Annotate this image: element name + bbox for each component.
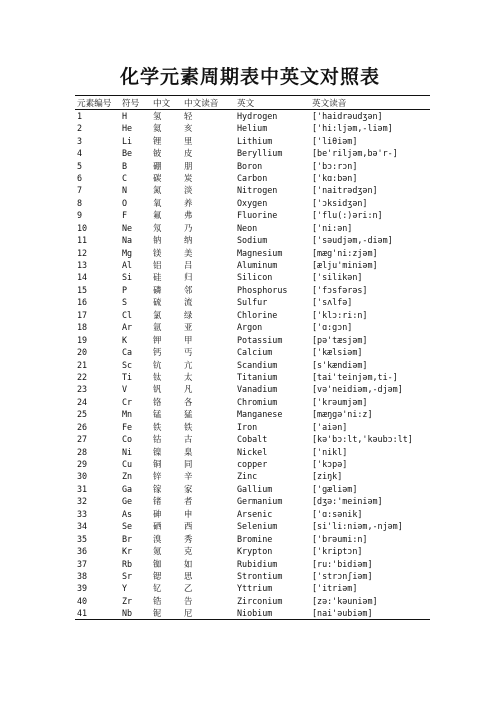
cell-number: 32 [77,496,88,507]
cell-symbol: Br [122,533,133,544]
cell-chinese-name: 钙 [153,347,162,358]
cell-chinese-pronunciation: 太 [184,371,193,382]
cell-chinese-pronunciation: 轻 [184,111,193,121]
cell-chinese-name: 钪 [153,359,162,370]
cell-chinese-pronunciation: 亢 [184,359,193,370]
cell-english-pronunciation: [dʒə:'meiniəm] [312,496,383,507]
cell-english-name: Arsenic [237,508,273,519]
cell-english-name: Argon [237,322,263,333]
cell-number: 16 [77,297,88,308]
cell-chinese-name: 铜 [153,459,162,470]
cell-number: 13 [77,260,88,271]
table-row [75,445,430,457]
cell-number: 12 [77,247,88,258]
cell-symbol: Fe [122,421,133,432]
cell-english-pronunciation: ['itriəm] [312,583,358,594]
cell-symbol: Na [122,235,133,246]
cell-number: 15 [77,284,88,295]
cell-chinese-name: 碳 [153,172,162,183]
table-row [75,209,430,221]
cell-number: 25 [77,409,88,420]
cell-chinese-name: 氩 [153,322,162,333]
cell-number: 18 [77,322,88,333]
cell-english-pronunciation: [mæŋgə'ni:z] [312,409,373,420]
cell-english-pronunciation: ['aiən] [312,421,348,432]
table-row [75,309,430,321]
cell-symbol: Be [122,148,133,159]
cell-symbol: As [122,508,133,519]
cell-chinese-pronunciation: 淡 [184,185,193,196]
page-title: 化学元素周期表中英文对照表 [119,66,380,88]
cell-english-name: Titanium [237,371,278,382]
cell-symbol: O [122,197,128,208]
cell-english-pronunciation: ['fɔsfərəs] [312,284,368,295]
cell-english-name: Strontium [237,570,283,581]
table-row [75,545,430,557]
cell-symbol: Sr [122,570,133,581]
cell-symbol: H [122,111,128,121]
cell-english-name: Fluorine [237,210,278,221]
cell-chinese-name: 铌 [151,607,182,620]
cell-english-pronunciation: ['kælsiəm] [312,347,363,358]
cell-english-name: Chlorine [237,309,278,320]
cell-english-pronunciation: ['gæliəm] [312,483,358,494]
cell-chinese-pronunciation: 者 [184,496,193,507]
cell-chinese-name: 氮 [153,185,162,196]
cell-english-pronunciation: ['ni:ən] [312,222,353,233]
cell-english-pronunciation: [ru:'bidiəm] [312,558,373,569]
cell-chinese-pronunciation: 丐 [184,347,193,358]
cell-symbol: Ar [122,322,133,333]
cell-chinese-name: 钴 [153,434,162,445]
header-symbol: 符号 [120,96,151,110]
cell-english-pronunciation: ['kɑ:bən] [312,172,358,183]
cell-chinese-pronunciation: 西 [184,521,193,532]
cell-english-pronunciation: [s'kændiəm] [312,359,368,370]
cell-number: 22 [77,371,88,382]
cell-chinese-pronunciation: 古 [184,434,193,445]
cell-english-pronunciation: ['səudjəm,-diəm] [312,235,393,246]
cell-chinese-pronunciation: 绿 [184,309,193,320]
cell-chinese-name: 氧 [153,197,162,208]
cell-chinese-pronunciation: 思 [184,570,193,581]
cell-english-pronunciation: ['ɑ:gɔn] [312,322,353,333]
cell-english-name: Neon [237,222,258,233]
cell-english-pronunciation: ['nikl] [312,446,348,457]
cell-chinese-name: 硼 [153,160,162,171]
cell-english-pronunciation: ['ɑ:sənik] [312,508,363,519]
cell-chinese-pronunciation: 尼 [182,607,235,620]
cell-number: 6 [77,172,83,183]
cell-symbol: C [122,172,128,183]
cell-chinese-pronunciation: 养 [184,197,193,208]
cell-symbol: Se [122,521,133,532]
cell-number: 20 [77,347,88,358]
table-row [75,595,430,607]
cell-english-name: Chromium [237,396,278,407]
cell-chinese-pronunciation: 辛 [184,471,193,482]
cell-chinese-pronunciation: 亥 [184,123,193,134]
cell-symbol: Nb [120,607,151,620]
cell-english-name: Cobalt [237,434,268,445]
cell-number: 24 [77,396,88,407]
cell-number: 8 [77,197,83,208]
cell-chinese-pronunciation: 乙 [184,583,193,594]
cell-number: 5 [77,160,83,171]
cell-english-pronunciation: ['haidrəudʒən] [312,111,383,121]
cell-english-pronunciation: [və'neidiəm,-djəm] [312,384,403,395]
cell-chinese-name: 硅 [153,272,162,283]
cell-chinese-name: 锆 [153,595,162,606]
cell-english-pronunciation: ['silikən] [312,272,363,283]
cell-chinese-pronunciation: 弗 [184,210,193,221]
cell-chinese-name: 镍 [153,446,162,457]
cell-symbol: K [122,334,128,345]
table-row [75,483,430,495]
cell-english-name: Zinc [237,471,258,482]
cell-chinese-pronunciation: 克 [184,546,193,557]
cell-english-name: Bromine [237,533,273,544]
cell-number: 19 [77,334,88,345]
cell-chinese-pronunciation: 吕 [184,260,193,271]
cell-number: 10 [77,222,88,233]
cell-chinese-name: 镁 [153,247,162,258]
table-row [75,197,430,209]
table-row [75,607,430,620]
table-row [75,147,430,159]
table-row [75,321,430,333]
cell-chinese-name: 锰 [153,409,162,420]
cell-chinese-name: 铁 [153,421,162,432]
cell-english-name: Sulfur [237,297,268,308]
table-row [75,557,430,569]
cell-english-name: Vanadium [237,384,278,395]
cell-english-name: Scandium [237,359,278,370]
cell-english-name: Magnesium [237,247,283,258]
cell-english-name: Potassium [237,334,283,345]
cell-english-pronunciation: [kə'bɔ:lt,'kəubɔ:lt] [312,434,413,445]
cell-english-name: Nickel [237,446,268,457]
cell-number: 39 [77,583,88,594]
cell-english-pronunciation: ['kɔpə] [312,459,348,470]
table-row [75,246,430,258]
cell-number: 40 [77,595,88,606]
table-row [75,333,430,345]
cell-english-pronunciation: ['flu(:)əri:n] [312,210,383,221]
cell-english-name: Lithium [237,135,273,146]
header-english-name: 英文 [235,96,310,110]
cell-chinese-name: 溴 [153,533,162,544]
cell-english-name: Sodium [237,235,268,246]
cell-chinese-pronunciation: 炭 [184,172,193,183]
cell-symbol: Ca [122,347,133,358]
cell-chinese-name: 钠 [153,235,162,246]
header-chinese-name: 中文 [151,96,182,110]
cell-chinese-pronunciation: 亚 [184,322,193,333]
cell-english-name: Germanium [237,496,283,507]
table-row [75,259,430,271]
cell-english-pronunciation: ['klɔ:ri:n] [312,309,368,320]
cell-number: 36 [77,546,88,557]
table-row [75,271,430,283]
cell-chinese-name: 氢 [153,111,162,121]
cell-english-pronunciation: ['bɔ:rɔn] [312,160,358,171]
cell-chinese-name: 硫 [153,297,162,308]
cell-number: 30 [77,471,88,482]
cell-chinese-name: 锗 [153,496,162,507]
cell-number: 3 [77,135,83,146]
cell-chinese-pronunciation: 甲 [184,334,193,345]
cell-english-name: Krypton [237,546,273,557]
table-row [75,222,430,234]
cell-symbol: Ti [122,371,133,382]
cell-number: 21 [77,359,88,370]
table-row [75,408,430,420]
cell-english-name: Helium [237,123,268,134]
table-row [75,371,430,383]
cell-symbol: Mn [122,409,133,420]
cell-english-pronunciation: [ælju'miniəm] [312,260,378,271]
table-row [75,508,430,520]
element-table [75,95,430,620]
cell-symbol: Li [122,135,133,146]
cell-chinese-name: 氟 [153,210,162,221]
cell-english-pronunciation: [mæg'ni:zjəm] [312,247,378,258]
cell-english-pronunciation: ['brəumi:n] [312,533,368,544]
cell-chinese-name: 铬 [153,396,162,407]
cell-number: 23 [77,384,88,395]
table-row [75,358,430,370]
table-row [75,172,430,184]
cell-chinese-name: 氪 [153,546,162,557]
table-body [75,110,430,620]
cell-number: 31 [77,483,88,494]
cell-chinese-pronunciation: 凡 [184,384,193,395]
cell-symbol: Zr [122,595,133,606]
cell-symbol: Cu [122,459,133,470]
cell-english-name: Aluminum [237,260,278,271]
cell-chinese-name: 硒 [153,521,162,532]
cell-english-pronunciation: ['liθiəm] [312,135,358,146]
cell-chinese-pronunciation: 美 [184,247,193,258]
cell-chinese-pronunciation: 流 [184,297,193,308]
cell-symbol: Mg [122,247,133,258]
cell-chinese-name: 锂 [153,135,162,146]
cell-english-pronunciation: ['sʌlfə] [312,297,353,308]
header-chinese-pronunciation: 中文读音 [182,96,235,110]
cell-symbol: Ne [122,222,133,233]
table-header-row [75,96,430,110]
header-element-number: 元素编号 [75,96,120,110]
table-row [75,134,430,146]
table-row [75,433,430,445]
cell-number: 28 [77,446,88,457]
cell-english-pronunciation: [si'li:niəm,-njəm] [312,521,403,532]
cell-english-name: Gallium [237,483,273,494]
cell-symbol: Cl [122,309,133,320]
cell-number: 34 [77,521,88,532]
cell-chinese-pronunciation: 归 [184,272,193,283]
cell-chinese-pronunciation: 铁 [184,421,193,432]
cell-symbol: Kr [122,546,133,557]
cell-symbol: Rb [122,558,133,569]
cell-chinese-pronunciation: 乃 [184,222,193,233]
cell-symbol: Co [122,434,133,445]
cell-symbol: F [122,210,128,221]
table-row [75,110,430,123]
cell-number: 14 [77,272,88,283]
cell-english-pronunciation: [zə:'kəuniəm] [312,595,378,606]
cell-symbol: Y [122,583,128,594]
cell-english-pronunciation: [ziŋk] [312,471,343,482]
cell-english-name: copper [237,459,268,470]
cell-english-name: Calcium [237,347,273,358]
cell-number: 2 [77,123,83,134]
table-row [75,122,430,134]
cell-english-pronunciation: [pə'tæsjəm] [312,334,368,345]
cell-english-name: Selenium [237,521,278,532]
cell-symbol: Sc [122,359,133,370]
table-row [75,421,430,433]
table-row [75,532,430,544]
table-row [75,520,430,532]
cell-chinese-pronunciation: 同 [184,459,193,470]
table-row [75,234,430,246]
cell-chinese-name: 砷 [153,508,162,519]
cell-english-pronunciation: ['krəumjəm] [312,396,368,407]
table-row [75,570,430,582]
cell-chinese-name: 氦 [153,123,162,134]
cell-english-name: Yttrium [237,583,273,594]
cell-chinese-pronunciation: 告 [184,595,193,606]
cell-chinese-pronunciation: 猛 [184,409,193,420]
cell-chinese-pronunciation: 各 [184,396,193,407]
cell-number: 7 [77,185,83,196]
cell-number: 41 [75,607,120,620]
cell-english-name: Beryllium [237,148,283,159]
cell-chinese-name: 钇 [153,583,162,594]
cell-chinese-pronunciation: 皮 [184,148,193,159]
cell-symbol: S [122,297,128,308]
cell-chinese-pronunciation: 秀 [184,533,193,544]
cell-chinese-pronunciation: 里 [184,135,193,146]
cell-symbol: N [122,185,128,196]
cell-number: 17 [77,309,88,320]
cell-chinese-pronunciation: 家 [184,483,193,494]
cell-chinese-name: 铝 [153,260,162,271]
cell-chinese-pronunciation: 臬 [184,446,193,457]
cell-english-name: Carbon [237,172,268,183]
cell-symbol: He [122,123,133,134]
cell-chinese-name: 铷 [153,558,162,569]
cell-chinese-name: 磷 [153,284,162,295]
cell-number: 33 [77,508,88,519]
cell-english-pronunciation: [be'riljəm,bə'r-] [312,148,398,159]
cell-chinese-pronunciation: 申 [184,508,193,519]
table-row [75,383,430,395]
table-row [75,184,430,196]
cell-number: 26 [77,421,88,432]
cell-number: 37 [77,558,88,569]
cell-chinese-pronunciation: 纳 [184,235,193,246]
cell-english-name: Phosphorus [237,284,288,295]
cell-english-name: Iron [237,421,258,432]
table-row [75,582,430,594]
cell-chinese-pronunciation: 如 [184,558,193,569]
table-row [75,284,430,296]
cell-chinese-name: 锶 [153,570,162,581]
cell-english-name: Oxygen [237,197,268,208]
cell-symbol: V [122,384,128,395]
cell-symbol: B [122,160,128,171]
cell-english-name: Zirconium [237,595,283,606]
cell-english-pronunciation: ['kriptɔn] [312,546,363,557]
cell-english-pronunciation: ['strɔnʃiəm] [312,570,373,581]
cell-english-name: Rubidium [237,558,278,569]
cell-chinese-pronunciation: 邻 [184,284,193,295]
cell-english-name: Hydrogen [237,111,278,121]
table-row [75,495,430,507]
cell-number: 27 [77,434,88,445]
cell-chinese-name: 钾 [153,334,162,345]
cell-english-name: Boron [237,160,263,171]
cell-symbol: Cr [122,396,133,407]
cell-english-name: Silicon [237,272,273,283]
table-row [75,458,430,470]
cell-symbol: Si [122,272,133,283]
cell-english-name: Manganese [237,409,283,420]
cell-symbol: Ge [122,496,133,507]
cell-symbol: Zn [122,471,133,482]
cell-number: 38 [77,570,88,581]
cell-english-name: Niobium [235,607,310,620]
header-english-pronunciation: 英文读音 [310,96,430,110]
cell-english-pronunciation: [tai'teinjəm,ti-] [312,371,398,382]
cell-symbol: Ga [122,483,133,494]
table-row [75,470,430,482]
table-row [75,396,430,408]
cell-english-pronunciation: ['ɔksidʒən] [312,197,368,208]
cell-chinese-name: 钛 [153,371,162,382]
table-row [75,296,430,308]
cell-chinese-name: 铍 [153,148,162,159]
cell-number: 9 [77,210,83,221]
cell-english-pronunciation: ['hi:ljəm,-liəm] [312,123,393,134]
cell-symbol: Al [122,260,133,271]
cell-chinese-name: 氖 [153,222,162,233]
cell-chinese-pronunciation: 朋 [184,160,193,171]
cell-number: 35 [77,533,88,544]
table-row [75,159,430,171]
cell-chinese-name: 镓 [153,483,162,494]
cell-chinese-name: 氯 [153,309,162,320]
cell-chinese-name: 锌 [153,471,162,482]
cell-english-pronunciation: ['naitrədʒən] [312,185,378,196]
cell-number: 11 [77,235,88,246]
cell-number: 1 [77,111,83,121]
table-row [75,346,430,358]
cell-number: 29 [77,459,88,470]
cell-number: 4 [77,148,83,159]
cell-english-name: Nitrogen [237,185,278,196]
cell-english-pronunciation: [nai'əubiəm] [310,607,430,620]
cell-symbol: P [122,284,128,295]
cell-chinese-name: 钒 [153,384,162,395]
cell-symbol: Ni [122,446,133,457]
